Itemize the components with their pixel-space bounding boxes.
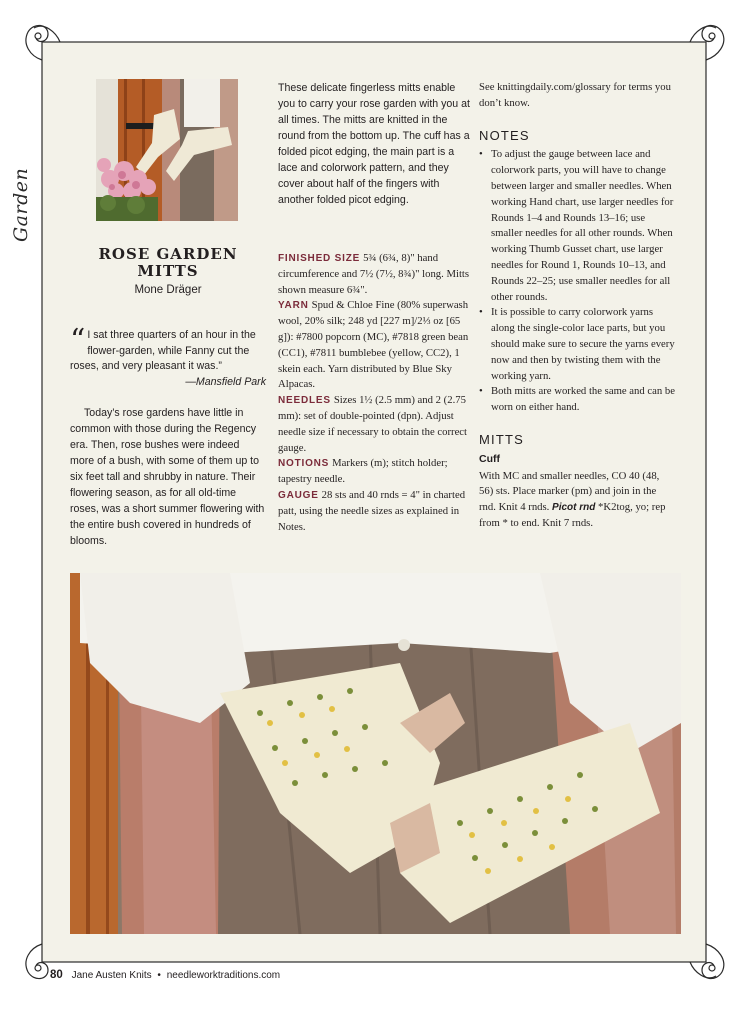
spec-finished-size [278,251,472,298]
list-item: • To adjust the gauge between lace and colorwork parts, you will have to change between larger and smaller needles. When working Hand chart, use larger needles for Rounds 1–4 and Rounds 13–16; use smaller needles for all other rounds. When working Thumb Gusset chart, use larger needles for Round 1, Rounds 10–13, and Rounds 22–25; use smaller needles for all other rounds. [479,147,675,305]
spec-text: Spud & Chloe Fine (80% superwash wool, 20% silk; 248 yd [227 m]/2⅓ oz [65 g]): #7800 popcorn (MC), #7818 green bean (CC1), #7811 bumblebee (yellow, CC2), 1 skein each. Yarn distributed by Blue Sky Alpacas. [278,299,469,391]
notes-list [479,147,675,416]
main-photo [70,573,681,934]
pattern-title: ROSE GARDEN MITTS [98,245,238,280]
corner-flourish-bottom-left [26,944,48,979]
thumbnail-photo [96,79,238,221]
designer-name: Mone Dräger [134,284,202,296]
list-item: • Both mitts are worked the same and can be worn on either hand. [479,384,675,416]
glossary-note: See knittingdaily.com/glossary for terms you don’t know. [479,81,671,109]
spec-text: 28 sts and 40 rnds = 4" in charted patt, using the needle sizes as explained in Notes. [278,488,466,533]
page-footer [50,969,280,987]
spec-yarn [278,298,472,393]
spec-label: YARN [278,300,309,312]
section-label: Garden [10,167,32,242]
mitts-heading: MITTS [479,431,524,447]
corner-flourish-bottom-right [690,944,724,979]
publication-name: Jane Austen Knits [71,970,152,981]
spec-label: NOTIONS [278,458,330,470]
picot-label: Picot rnd [552,502,596,514]
open-quote-mark: “ [70,323,86,358]
spec-text: Markers (m); stitch holder; tapestry needle. [278,457,448,486]
list-item: • It is possible to carry colorwork yarns along the single-color lace parts, but you should make sure to secure the yarns every now and then by twisting them with the working yarn. [479,305,675,384]
cuff-text-1: With MC and smaller needles, CO 40 (48, 56) sts. Place marker (pm) and join in the rnd. Knit 4 rnds. [479,469,660,514]
spec-label: GAUGE [278,489,319,501]
spec-text: Sizes 1½ (2.5 mm) and 2 (2.75 mm): set of double-pointed (dpn). Adjust needle size if necessary to obtain the correct gauge. [278,394,468,454]
corner-flourish-top-right [690,25,724,60]
notes-heading: NOTES [479,127,530,143]
description-paragraph: These delicate fingerless mitts enable you to carry your rose garden with you at all times. The mitts are knitted in the round from the bottom up. The cuff has a folded picot edging, the main part is a lace and colorwork pattern, and they cover about half of the fingers with another folded picot edging. [278,82,470,206]
footer-separator: • [157,970,161,981]
corner-flourish-top-left [26,25,60,60]
spec-label: FINISHED SIZE [278,253,361,264]
epigraph [70,323,266,390]
cuff-text-2: *K2tog, yo; rep from * to end. Knit 7 rnds. [479,501,666,529]
cuff-subhead: Cuff [479,452,500,465]
spec-needles [278,393,472,456]
specs-list [278,251,472,535]
spec-label: NEEDLES [278,395,331,407]
page-number: 80 [50,969,63,981]
epigraph-quote: I sat three quarters of an hour in the flower-garden, while Fanny cut the roses, and very pleasant it was.” [70,329,256,372]
website-link[interactable]: needleworktraditions.com [166,970,281,981]
spec-notions [278,456,472,488]
spec-gauge [278,488,472,535]
intro-paragraph: Today’s rose gardens have little in common with those during the Regency era. Then, rose bushes were indeed more of a bush, with some of them up to six feet tall and shrubby in nature. Their flowering season, as for all old-time roses, was a short summer flowering with the entire bush covered in hundreds of blooms. [70,407,265,547]
cuff-instructions [479,469,675,532]
title-block [70,246,266,296]
epigraph-attribution: —Mansfield Park [185,375,266,388]
notes-column [479,80,675,532]
spec-text: 5¾ (6¾, 8)" hand circumference and 7½ (7½, 8¾)" long. Mitts shown measure 6¾". [278,252,470,296]
